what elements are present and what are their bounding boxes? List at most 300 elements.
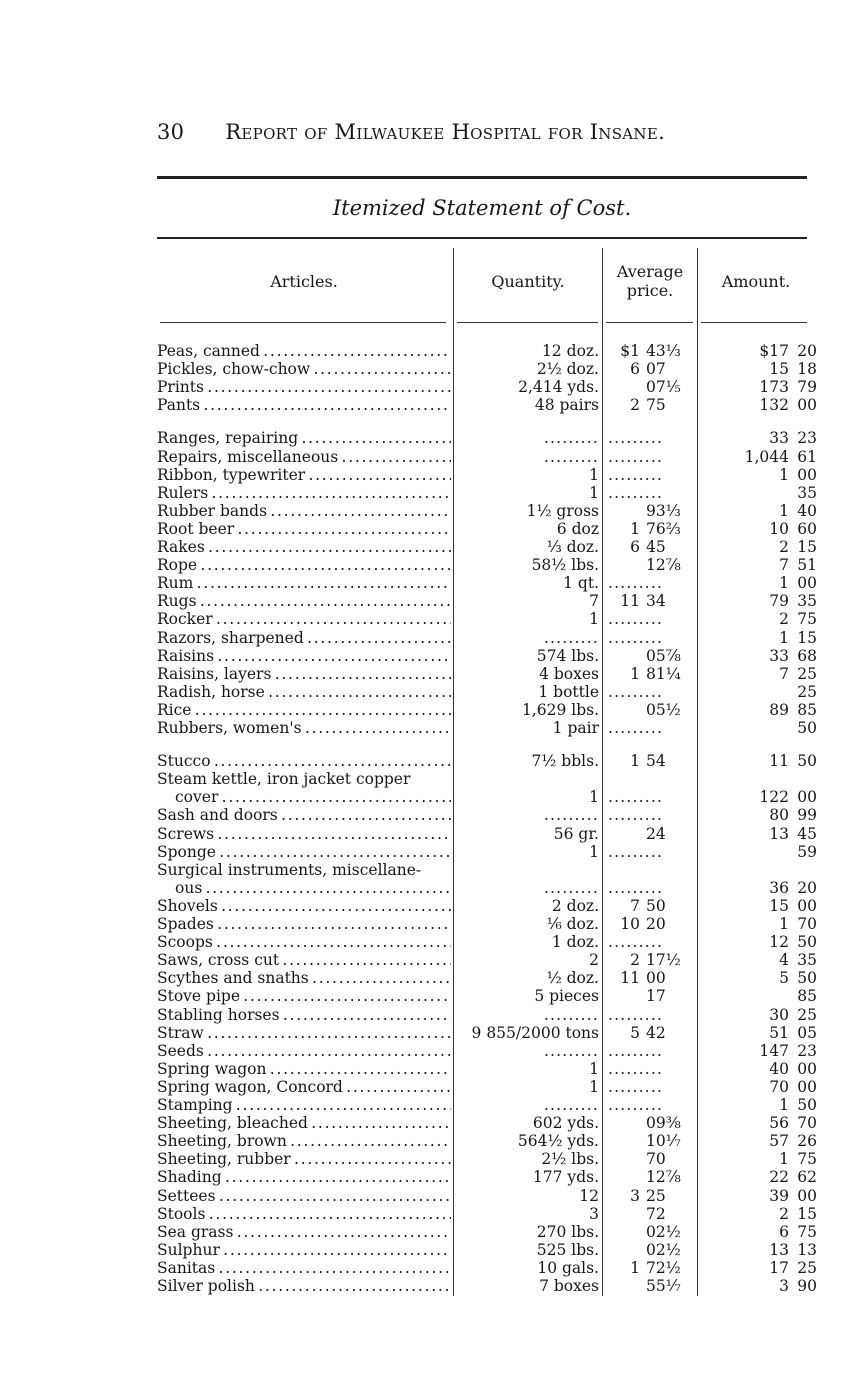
article-name: Stabling horses . . . xyxy=(157,1006,451,1024)
article-name: Steam kettle, iron jacket copper xyxy=(157,770,411,789)
amount-cents: 15 xyxy=(797,1204,817,1223)
table-row xyxy=(157,647,817,665)
article-name: Saws, cross cut . . . xyxy=(157,951,451,969)
table-row xyxy=(157,1006,817,1024)
quantity-cell: 1 xyxy=(589,842,599,861)
article-name: Sheeting, rubber . . . xyxy=(157,1150,451,1168)
article-name: Rakes . . . xyxy=(157,538,451,556)
quantity-cell: 1 pair xyxy=(552,719,599,737)
quantity-cell: 6 doz xyxy=(556,519,599,538)
amount-dollars: $17 xyxy=(759,342,789,360)
article-name: Sulphur . . . xyxy=(157,1241,451,1259)
quantity-cell: 2½ lbs. xyxy=(541,1150,599,1169)
price-dollars: 11 xyxy=(620,969,640,988)
amount-dollars: 57 xyxy=(769,1132,789,1151)
amount-cents: 20 xyxy=(797,342,817,360)
article-name: Raisins . . . xyxy=(157,647,451,665)
article-name: cover . . . xyxy=(157,788,451,806)
amount-cents: 00 xyxy=(797,396,817,415)
quantity-cell: ⅙ doz. xyxy=(546,915,599,933)
dot-leader: ......... xyxy=(543,1096,599,1114)
amount-cents: 70 xyxy=(797,915,817,933)
quantity-cell: 2½ doz. xyxy=(536,360,599,379)
table-row xyxy=(157,825,817,843)
article-name: Rugs . . . xyxy=(157,592,451,610)
amount-cents: 35 xyxy=(797,951,817,970)
price-dollars: 11 xyxy=(620,592,640,611)
article-name: Settees . . . xyxy=(157,1187,451,1205)
article-name: Rocker . . . xyxy=(157,610,451,628)
quantity-cell: 10 gals. xyxy=(537,1258,599,1277)
dot-leader: ......... xyxy=(608,610,664,629)
article-name: Stucco . . . xyxy=(157,752,451,770)
amount-cents: 85 xyxy=(797,700,817,719)
quantity-cell: 1 xyxy=(589,465,599,484)
table-row xyxy=(157,806,817,824)
quantity-cell: 1 qt. xyxy=(563,574,599,593)
amount-cents: 45 xyxy=(797,824,817,843)
amount-dollars: 3 xyxy=(779,1277,789,1295)
amount-dollars: 1 xyxy=(779,465,789,484)
article-name: Radish, horse . . . xyxy=(157,683,451,701)
dot-leader: ......... xyxy=(608,788,664,807)
column-header-price-line1: Average xyxy=(616,262,684,281)
header-rule xyxy=(157,176,807,179)
amount-cents: 62 xyxy=(797,1168,817,1187)
amount-dollars: 51 xyxy=(769,1023,789,1042)
dot-leader: ......... xyxy=(543,1041,599,1060)
amount-cents: 00 xyxy=(797,788,817,807)
table-row xyxy=(157,879,817,897)
amount-cents: 50 xyxy=(797,1096,817,1114)
table-row xyxy=(157,1078,817,1096)
table-row xyxy=(157,378,817,396)
table-row xyxy=(157,861,817,879)
dot-leader: ......... xyxy=(608,1059,664,1078)
column-header-rule xyxy=(457,322,598,323)
amount-cents: 26 xyxy=(797,1132,817,1151)
amount-cents: 50 xyxy=(797,933,817,952)
amount-dollars: 173 xyxy=(759,378,789,397)
amount-dollars: 7 xyxy=(779,556,789,575)
quantity-cell: 48 pairs xyxy=(534,396,599,415)
quantity-cell xyxy=(455,1042,599,1060)
amount-dollars: 15 xyxy=(769,896,789,915)
table-row xyxy=(157,448,817,466)
article-name: Prints . . . xyxy=(157,378,451,396)
amount-dollars: 80 xyxy=(769,806,789,825)
dot-leader: ......... xyxy=(608,842,664,861)
price-dollars: 2 xyxy=(630,951,640,970)
amount-dollars: 2 xyxy=(779,1204,789,1223)
dot-leader: ......... xyxy=(543,429,599,448)
amount-dollars: 15 xyxy=(769,360,789,379)
dot-leader: ......... xyxy=(608,719,664,737)
quantity-cell: 1 doz. xyxy=(551,933,599,952)
running-header xyxy=(157,120,807,144)
article-name: Pickles, chow-chow . . . xyxy=(157,360,451,378)
amount-dollars: 13 xyxy=(769,1240,789,1259)
price-dollars: 10 xyxy=(620,915,640,933)
amount-cents: 79 xyxy=(797,378,817,397)
amount-dollars: 147 xyxy=(759,1041,789,1060)
quantity-cell: 12 xyxy=(579,1186,599,1205)
article-name: Sheeting, brown . . . xyxy=(157,1132,451,1150)
article-name: Ribbon, typewriter . . . xyxy=(157,466,451,484)
quantity-cell: 2 doz. xyxy=(551,896,599,915)
article-name: Seeds . . . xyxy=(157,1042,451,1060)
table-row xyxy=(157,1241,817,1259)
table-row xyxy=(157,987,817,1005)
amount-dollars: 89 xyxy=(769,700,789,719)
table-row xyxy=(157,752,817,770)
quantity-cell: 602 yds. xyxy=(532,1114,599,1133)
amount-dollars: 79 xyxy=(769,592,789,611)
amount-dollars: 7 xyxy=(779,664,789,683)
quantity-cell xyxy=(455,448,599,466)
article-name: Rum . . . xyxy=(157,574,451,592)
table-row xyxy=(157,683,817,701)
quantity-cell: 1 xyxy=(589,1077,599,1096)
amount-cents: 75 xyxy=(797,1222,817,1241)
amount-cents: 50 xyxy=(797,969,817,988)
amount-dollars: 1 xyxy=(779,501,789,520)
article-name: Straw . . . xyxy=(157,1024,451,1042)
amount-cents: 35 xyxy=(797,483,817,502)
article-name: Scoops . . . xyxy=(157,933,451,951)
amount-cents: 25 xyxy=(797,682,817,701)
amount-dollars: 33 xyxy=(769,646,789,665)
amount-cents: 20 xyxy=(797,878,817,897)
quantity-cell: 1½ gross xyxy=(526,501,599,520)
table-row xyxy=(157,951,817,969)
price-cents: 24 xyxy=(646,824,666,843)
table-row xyxy=(157,484,817,502)
amount-dollars: 132 xyxy=(759,396,789,415)
price-cents: 42 xyxy=(646,1023,666,1042)
amount-dollars: 33 xyxy=(769,429,789,448)
quantity-cell: 177 yds. xyxy=(532,1168,599,1187)
dot-leader: ......... xyxy=(608,1096,664,1114)
column-header-articles: Articles. xyxy=(270,272,338,291)
amount-dollars: 30 xyxy=(769,1005,789,1024)
quantity-cell xyxy=(455,1096,599,1114)
price-cents: 12⅞ xyxy=(646,1168,681,1187)
table-row xyxy=(157,1259,817,1277)
quantity-cell: 12 doz. xyxy=(542,342,599,360)
table-row xyxy=(157,1187,817,1205)
article-name: Rubbers, women's . . . xyxy=(157,719,451,737)
price-cents: 76⅔ xyxy=(646,519,681,538)
article-name: Repairs, miscellaneous . . . xyxy=(157,448,451,466)
quantity-cell: 58½ lbs. xyxy=(531,556,599,575)
dot-leader: ......... xyxy=(608,1041,664,1060)
column-header-price xyxy=(604,262,696,300)
amount-dollars: 4 xyxy=(779,951,789,970)
amount-cents: 25 xyxy=(797,664,817,683)
amount-dollars: 1 xyxy=(779,1150,789,1169)
amount-cents: 13 xyxy=(797,1240,817,1259)
amount-cents: 00 xyxy=(797,896,817,915)
table-row xyxy=(157,1132,817,1150)
quantity-cell: 1,629 lbs. xyxy=(521,700,599,719)
quantity-cell: 3 xyxy=(589,1204,599,1223)
table-row xyxy=(157,788,817,806)
table-row xyxy=(157,342,817,360)
amount-dollars: 6 xyxy=(779,1222,789,1241)
article-name: Stamping . . . xyxy=(157,1096,451,1114)
dot-leader: ......... xyxy=(608,465,664,484)
table-row xyxy=(157,1024,817,1042)
amount-dollars: 11 xyxy=(769,752,789,771)
table-row xyxy=(157,360,817,378)
amount-cents: 25 xyxy=(797,1258,817,1277)
quantity-cell: 525 lbs. xyxy=(536,1240,599,1259)
amount-dollars: 56 xyxy=(769,1114,789,1133)
quantity-cell xyxy=(455,429,599,447)
table-row xyxy=(157,396,817,414)
dot-leader: ......... xyxy=(608,878,664,897)
dot-leader: ......... xyxy=(608,447,664,466)
page-number: 30 xyxy=(157,120,185,144)
table-row xyxy=(157,665,817,683)
dot-leader: ......... xyxy=(543,806,599,825)
price-dollars: 3 xyxy=(630,1186,640,1205)
price-cents: 10⅐ xyxy=(646,1132,681,1151)
article-name: Sanitas . . . xyxy=(157,1259,451,1277)
table-row xyxy=(157,933,817,951)
price-cents: 07 xyxy=(646,360,666,379)
price-dollars: 6 xyxy=(630,538,640,556)
price-cents: 07⅕ xyxy=(646,378,681,397)
quantity-cell: 4 boxes xyxy=(539,664,599,683)
quantity-cell: 9 855/2000 tons xyxy=(471,1023,599,1042)
article-name: Sash and doors . . . xyxy=(157,806,451,824)
price-dollars: 6 xyxy=(630,360,640,379)
table-row xyxy=(157,629,817,647)
amount-dollars: 1 xyxy=(779,915,789,933)
price-dollars: 1 xyxy=(630,1258,640,1277)
article-name: Sheeting, bleached . . . xyxy=(157,1114,451,1132)
amount-cents: 70 xyxy=(797,1114,817,1133)
article-name: Razors, sharpened . . . xyxy=(157,629,451,647)
article-name: Ranges, repairing . . . xyxy=(157,429,451,447)
title-rule xyxy=(157,237,807,239)
table-row xyxy=(157,1168,817,1186)
amount-cents: 75 xyxy=(797,1150,817,1169)
article-name: Screws . . . xyxy=(157,825,451,843)
amount-cents: 05 xyxy=(797,1023,817,1042)
quantity-cell: 564½ yds. xyxy=(517,1132,599,1151)
amount-cents: 23 xyxy=(797,429,817,448)
dot-leader: ......... xyxy=(608,682,664,701)
column-header-amount: Amount. xyxy=(721,272,791,291)
price-cents: 93⅓ xyxy=(646,501,681,520)
amount-dollars: 122 xyxy=(759,788,789,807)
price-cents: 70 xyxy=(646,1150,666,1169)
amount-cents: 00 xyxy=(797,465,817,484)
column-header-price-line2: price. xyxy=(626,281,674,300)
amount-dollars: 40 xyxy=(769,1059,789,1078)
table-row xyxy=(157,915,817,933)
article-name: Scythes and snaths . . . xyxy=(157,969,451,987)
table-row xyxy=(157,1150,817,1168)
article-name: Surgical instruments, miscellane- xyxy=(157,860,422,879)
amount-cents: 61 xyxy=(797,447,817,466)
price-cents: 17 xyxy=(646,987,666,1006)
price-cents: 72½ xyxy=(646,1258,681,1277)
table-row xyxy=(157,1042,817,1060)
amount-cents: 59 xyxy=(797,842,817,861)
table-row xyxy=(157,843,817,861)
table-row xyxy=(157,719,817,737)
table-row xyxy=(157,1114,817,1132)
price-cents: 25 xyxy=(646,1186,666,1205)
article-name: ous . . . xyxy=(157,879,451,897)
quantity-cell xyxy=(455,806,599,824)
amount-cents: 35 xyxy=(797,592,817,611)
price-dollars: 2 xyxy=(630,396,640,415)
column-header-rule xyxy=(606,322,693,323)
quantity-cell: 2,414 yds. xyxy=(518,378,599,397)
table-title: Itemized Statement of Cost. xyxy=(332,196,632,220)
table-row xyxy=(157,556,817,574)
dot-leader: ......... xyxy=(543,878,599,897)
amount-cents: 00 xyxy=(797,574,817,593)
dot-leader: ......... xyxy=(608,1005,664,1024)
article-name: Raisins, layers . . . xyxy=(157,665,451,683)
price-cents: 50 xyxy=(646,896,666,915)
quantity-cell: 7 boxes xyxy=(539,1277,599,1295)
quantity-cell: 270 lbs. xyxy=(536,1222,599,1241)
price-dollars: 5 xyxy=(630,1023,640,1042)
price-cents: 43⅓ xyxy=(646,342,681,360)
article-name: Silver polish . . . xyxy=(157,1277,451,1295)
amount-cents: 75 xyxy=(797,610,817,629)
dot-leader: ......... xyxy=(608,806,664,825)
amount-cents: 99 xyxy=(797,806,817,825)
amount-cents: 00 xyxy=(797,1077,817,1096)
amount-dollars: 12 xyxy=(769,933,789,952)
table-row xyxy=(157,466,817,484)
price-cents: 72 xyxy=(646,1204,666,1223)
article-name: Shading . . . xyxy=(157,1168,451,1186)
article-name: Root beer . . . xyxy=(157,520,451,538)
price-dollars: 7 xyxy=(630,896,640,915)
article-name: Rope . . . xyxy=(157,556,451,574)
dot-leader: ......... xyxy=(608,483,664,502)
article-name: Sea grass . . . xyxy=(157,1223,451,1241)
amount-cents: 15 xyxy=(797,538,817,556)
table-row xyxy=(157,574,817,592)
table-row xyxy=(157,429,817,447)
quantity-cell: 5 pieces xyxy=(534,987,599,1006)
amount-dollars: 70 xyxy=(769,1077,789,1096)
table-row xyxy=(157,1205,817,1223)
price-cents: 81¼ xyxy=(646,664,681,683)
amount-dollars: 1 xyxy=(779,1096,789,1114)
amount-cents: 60 xyxy=(797,519,817,538)
quantity-cell: 1 bottle xyxy=(538,682,599,701)
amount-dollars: 1 xyxy=(779,574,789,593)
quantity-cell: ⅓ doz. xyxy=(546,538,599,556)
table-row xyxy=(157,969,817,987)
quantity-cell: 7½ bbls. xyxy=(531,752,599,771)
table-row xyxy=(157,1096,817,1114)
price-cents: 34 xyxy=(646,592,666,611)
article-name: Shovels . . . xyxy=(157,897,451,915)
article-name: Rubber bands . . . xyxy=(157,502,451,520)
amount-dollars: 39 xyxy=(769,1186,789,1205)
quantity-cell: 56 gr. xyxy=(553,824,599,843)
quantity-cell: 574 lbs. xyxy=(536,646,599,665)
quantity-cell: 2 xyxy=(589,951,599,970)
amount-cents: 85 xyxy=(797,987,817,1006)
price-cents: 17½ xyxy=(646,951,681,970)
table-row xyxy=(157,1060,817,1078)
amount-cents: 23 xyxy=(797,1041,817,1060)
amount-dollars: 2 xyxy=(779,538,789,556)
amount-dollars: 10 xyxy=(769,519,789,538)
price-cents: 05½ xyxy=(646,700,681,719)
amount-dollars: 1,044 xyxy=(744,447,789,466)
amount-cents: 50 xyxy=(797,719,817,737)
quantity-cell: 1 xyxy=(589,483,599,502)
quantity-cell xyxy=(455,1006,599,1024)
price-cents: 75 xyxy=(646,396,666,415)
dot-leader: ......... xyxy=(608,933,664,952)
price-cents: 54 xyxy=(646,752,666,771)
table-row xyxy=(157,897,817,915)
price-cents: 02½ xyxy=(646,1222,681,1241)
article-name: Pants . . . xyxy=(157,396,451,414)
amount-dollars: 1 xyxy=(779,628,789,647)
quantity-cell: ½ doz. xyxy=(546,969,599,988)
quantity-cell xyxy=(455,629,599,647)
table-row xyxy=(157,538,817,556)
amount-cents: 90 xyxy=(797,1277,817,1295)
quantity-cell xyxy=(455,879,599,897)
amount-cents: 15 xyxy=(797,628,817,647)
amount-cents: 51 xyxy=(797,556,817,575)
amount-dollars: 13 xyxy=(769,824,789,843)
column-header-rule xyxy=(160,322,446,323)
amount-cents: 18 xyxy=(797,360,817,379)
article-name: Peas, canned . . . xyxy=(157,342,451,360)
price-cents: 12⅞ xyxy=(646,556,681,575)
table-row xyxy=(157,610,817,628)
dot-leader: ......... xyxy=(608,1077,664,1096)
dot-leader: ......... xyxy=(543,628,599,647)
table-row xyxy=(157,520,817,538)
amount-cents: 00 xyxy=(797,1186,817,1205)
amount-cents: 25 xyxy=(797,1005,817,1024)
quantity-cell: 1 xyxy=(589,1059,599,1078)
article-name: Spring wagon, Concord . . . xyxy=(157,1078,451,1096)
dot-leader: ......... xyxy=(608,574,664,593)
price-cents: 20 xyxy=(646,915,666,933)
price-cents: 55⅐ xyxy=(646,1277,681,1295)
table-row xyxy=(157,701,817,719)
amount-cents: 00 xyxy=(797,1059,817,1078)
price-cents: 02½ xyxy=(646,1240,681,1259)
price-dollars: $1 xyxy=(620,342,640,360)
dot-leader: ......... xyxy=(543,447,599,466)
article-name: Rulers . . . xyxy=(157,484,451,502)
quantity-cell: 7 xyxy=(589,592,599,611)
table-row xyxy=(157,1223,817,1241)
article-name: Stove pipe . . . xyxy=(157,987,451,1005)
